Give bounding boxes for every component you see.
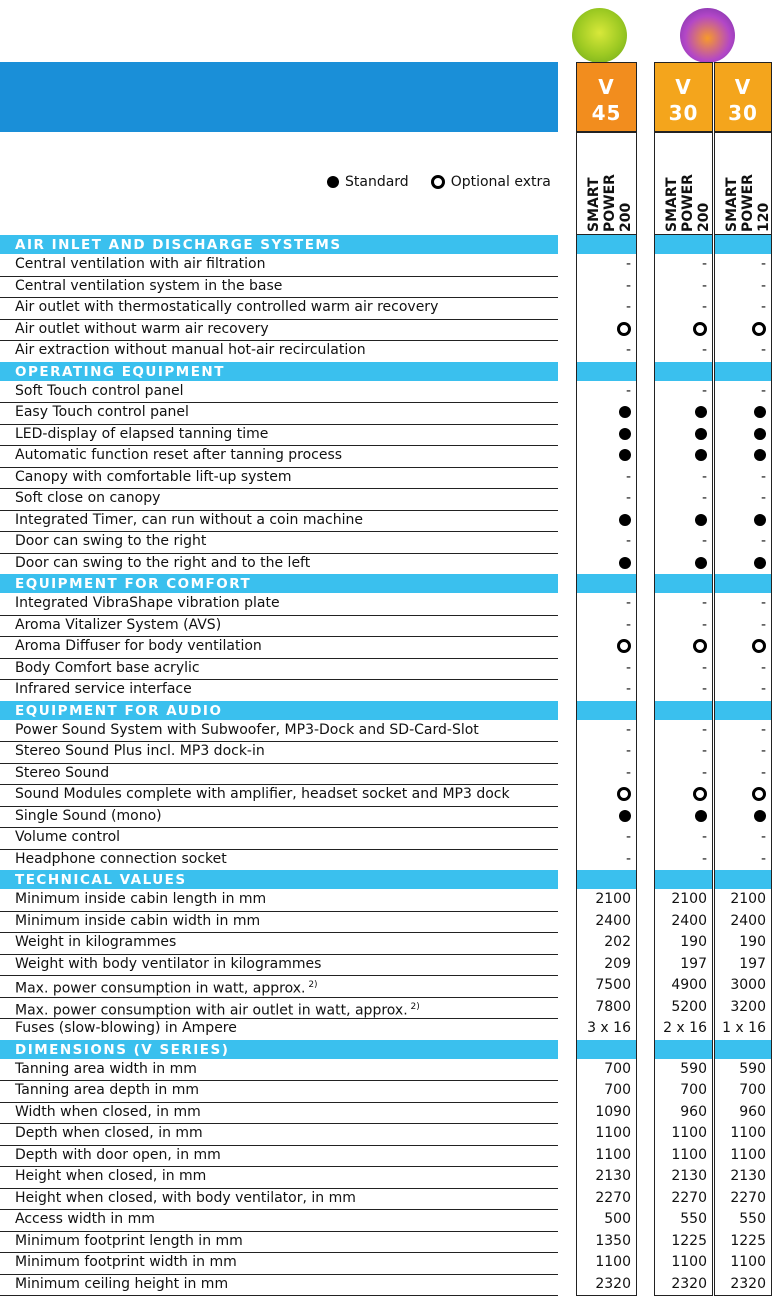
table-cell: 2320 bbox=[595, 1275, 631, 1292]
table-cell: - bbox=[760, 490, 766, 506]
optional-ring-icon bbox=[617, 787, 631, 801]
table-cell: - bbox=[760, 382, 766, 399]
table-cell: - bbox=[625, 595, 631, 611]
section-cell-0-2 bbox=[714, 235, 772, 254]
table-cell: 700 bbox=[604, 1082, 631, 1098]
row-label: Single Sound (mono) bbox=[15, 807, 162, 824]
table-cell: 2400 bbox=[595, 912, 631, 929]
table-cell: - bbox=[760, 533, 766, 549]
table-cell: - bbox=[701, 277, 707, 294]
table-cell bbox=[576, 319, 637, 340]
table-cell: 2320 bbox=[671, 1275, 707, 1292]
table-cell: - bbox=[701, 468, 707, 485]
standard-dot-icon bbox=[695, 428, 707, 440]
row-label: Infrared service interface bbox=[15, 681, 192, 697]
table-cell: 7800 bbox=[595, 998, 631, 1015]
table-cell: 7500 bbox=[595, 977, 631, 993]
model-number-0: 45 bbox=[591, 101, 622, 125]
row-label: Door can swing to the right and to the left bbox=[15, 554, 311, 571]
row-label: Easy Touch control panel bbox=[15, 404, 189, 420]
table-cell: - bbox=[625, 850, 631, 867]
table-cell bbox=[714, 806, 772, 827]
table-cell: - bbox=[760, 850, 766, 867]
table-cell: 2130 bbox=[595, 1168, 631, 1184]
table-cell: - bbox=[701, 743, 707, 759]
row-label: Canopy with comfortable lift-up system bbox=[15, 468, 292, 485]
row-label: Tanning area width in mm bbox=[15, 1060, 197, 1077]
table-cell bbox=[714, 445, 772, 466]
section-title: AIR INLET AND DISCHARGE SYSTEMS bbox=[15, 237, 342, 253]
row-label: Minimum footprint length in mm bbox=[15, 1232, 243, 1249]
section-title: OPERATING EQUIPMENT bbox=[15, 363, 225, 380]
table-cell: - bbox=[701, 764, 707, 781]
table-cell: - bbox=[760, 342, 766, 358]
row-label: Minimum inside cabin width in mm bbox=[15, 912, 261, 929]
table-cell bbox=[576, 402, 637, 423]
table-cell: - bbox=[701, 382, 707, 399]
section-cell-5-1 bbox=[654, 1040, 713, 1059]
model-series-2: V bbox=[734, 75, 752, 99]
table-cell: - bbox=[701, 681, 707, 697]
standard-dot-icon bbox=[619, 810, 631, 822]
table-cell bbox=[654, 806, 713, 827]
row-label: Sound Modules complete with amplifier, headset socket and MP3 dock bbox=[15, 786, 510, 802]
section-cell-1-1 bbox=[654, 362, 713, 381]
table-cell: 1100 bbox=[671, 1146, 707, 1163]
table-cell: 3200 bbox=[730, 998, 766, 1015]
table-cell bbox=[654, 319, 713, 340]
table-cell: - bbox=[701, 850, 707, 867]
row-label: Minimum footprint width in mm bbox=[15, 1254, 237, 1270]
table-cell: 1100 bbox=[595, 1146, 631, 1163]
row-label: Depth with door open, in mm bbox=[15, 1146, 221, 1163]
table-cell: 4900 bbox=[671, 977, 707, 993]
table-cell: 2100 bbox=[595, 891, 631, 907]
optional-ring-icon bbox=[693, 639, 707, 653]
standard-dot-icon bbox=[695, 810, 707, 822]
table-cell: 2400 bbox=[671, 912, 707, 929]
table-cell: 3 x 16 bbox=[587, 1020, 631, 1036]
table-cell: - bbox=[625, 616, 631, 633]
table-cell bbox=[576, 784, 637, 805]
row-label: Depth when closed, in mm bbox=[15, 1125, 203, 1141]
table-cell: - bbox=[760, 277, 766, 294]
table-cell: - bbox=[625, 490, 631, 506]
table-cell: - bbox=[625, 829, 631, 845]
standard-dot-icon bbox=[754, 428, 766, 440]
table-cell: 550 bbox=[680, 1211, 707, 1227]
model-name-0: SMART POWER 200 bbox=[586, 174, 634, 232]
table-cell bbox=[576, 445, 637, 466]
row-label: Air extraction without manual hot-air recirculation bbox=[15, 342, 366, 358]
table-cell: - bbox=[625, 659, 631, 676]
row-label: Stereo Sound Plus incl. MP3 dock-in bbox=[15, 743, 265, 759]
table-cell bbox=[714, 784, 772, 805]
standard-dot-icon bbox=[619, 557, 631, 569]
table-cell bbox=[654, 424, 713, 445]
header-bar bbox=[0, 62, 558, 132]
section-cell-3-2 bbox=[714, 701, 772, 720]
legend-standard-label: Standard bbox=[345, 174, 409, 190]
table-cell: - bbox=[625, 743, 631, 759]
table-cell bbox=[654, 402, 713, 423]
table-cell bbox=[654, 445, 713, 466]
standard-dot-icon bbox=[619, 449, 631, 461]
table-cell: - bbox=[701, 533, 707, 549]
table-cell: 500 bbox=[604, 1211, 631, 1227]
standard-dot-icon bbox=[327, 176, 339, 188]
table-cell: - bbox=[701, 659, 707, 676]
row-label: Height when closed, in mm bbox=[15, 1168, 207, 1184]
row-label: Headphone connection socket bbox=[15, 850, 227, 867]
model-name-2: SMART POWER 120 bbox=[724, 174, 772, 232]
optional-ring-icon bbox=[617, 639, 631, 653]
section-cell-1-0 bbox=[576, 362, 637, 381]
table-cell: - bbox=[701, 299, 707, 315]
standard-dot-icon bbox=[754, 810, 766, 822]
row-label: Height when closed, with body ventilator, in mm bbox=[15, 1189, 356, 1206]
table-cell: 2100 bbox=[730, 891, 766, 907]
table-cell: 960 bbox=[680, 1103, 707, 1120]
table-cell: 590 bbox=[739, 1060, 766, 1077]
table-cell bbox=[714, 319, 772, 340]
table-cell: 2 x 16 bbox=[663, 1020, 707, 1036]
optional-ring-icon bbox=[617, 322, 631, 336]
row-label: Access width in mm bbox=[15, 1211, 155, 1227]
section-cell-4-0 bbox=[576, 870, 637, 889]
standard-dot-icon bbox=[754, 406, 766, 418]
row-label: Integrated Timer, can run without a coin machine bbox=[15, 511, 363, 528]
table-cell: - bbox=[701, 616, 707, 633]
table-cell: 197 bbox=[680, 955, 707, 972]
table-cell: 2130 bbox=[730, 1168, 766, 1184]
table-cell bbox=[654, 784, 713, 805]
table-cell: 2270 bbox=[730, 1189, 766, 1206]
table-cell: 2400 bbox=[730, 912, 766, 929]
section-cell-1-2 bbox=[714, 362, 772, 381]
optional-ring-icon bbox=[693, 322, 707, 336]
model-number-1: 30 bbox=[668, 101, 699, 125]
pineapple-fruit-logo bbox=[572, 8, 627, 63]
table-cell: 1350 bbox=[595, 1232, 631, 1249]
table-cell bbox=[714, 402, 772, 423]
section-cell-0-1 bbox=[654, 235, 713, 254]
table-cell: - bbox=[625, 468, 631, 485]
table-cell: - bbox=[760, 299, 766, 315]
standard-dot-icon bbox=[695, 514, 707, 526]
optional-ring-icon bbox=[752, 322, 766, 336]
table-cell bbox=[714, 553, 772, 574]
standard-dot-icon bbox=[754, 514, 766, 526]
row-label: Power Sound System with Subwoofer, MP3-Dock and SD-Card-Slot bbox=[15, 721, 479, 738]
optional-ring-icon bbox=[693, 787, 707, 801]
table-cell: 700 bbox=[604, 1060, 631, 1077]
table-cell: 1100 bbox=[671, 1125, 707, 1141]
table-cell: 202 bbox=[604, 934, 631, 950]
table-cell bbox=[576, 806, 637, 827]
table-cell: - bbox=[625, 299, 631, 315]
table-cell: - bbox=[625, 681, 631, 697]
model-number-2: 30 bbox=[728, 101, 758, 125]
table-cell: 960 bbox=[739, 1103, 766, 1120]
section-cell-2-2 bbox=[714, 574, 772, 593]
section-cell-4-1 bbox=[654, 870, 713, 889]
table-cell: 700 bbox=[680, 1082, 707, 1098]
table-cell bbox=[654, 510, 713, 531]
table-cell: - bbox=[760, 595, 766, 611]
table-cell: 2270 bbox=[671, 1189, 707, 1206]
model-series-1: V bbox=[675, 75, 692, 99]
row-label: Integrated VibraShape vibration plate bbox=[15, 595, 280, 611]
table-cell: 3000 bbox=[730, 977, 766, 993]
table-cell: - bbox=[625, 533, 631, 549]
table-cell: - bbox=[625, 764, 631, 781]
row-label: Aroma Vitalizer System (AVS) bbox=[15, 616, 222, 633]
table-cell: - bbox=[625, 256, 631, 272]
row-label: Central ventilation system in the base bbox=[15, 277, 283, 294]
table-cell: 700 bbox=[739, 1082, 766, 1098]
table-cell bbox=[576, 636, 637, 657]
table-cell bbox=[714, 636, 772, 657]
row-label: Width when closed, in mm bbox=[15, 1103, 201, 1120]
row-label: Max. power consumption in watt, approx. $^{2)}$ bbox=[15, 980, 318, 997]
table-cell: 190 bbox=[739, 934, 766, 950]
table-cell: 2100 bbox=[671, 891, 707, 907]
standard-dot-icon bbox=[695, 449, 707, 461]
table-cell: - bbox=[625, 342, 631, 358]
table-cell bbox=[654, 553, 713, 574]
model-series-0: V bbox=[598, 75, 615, 99]
standard-dot-icon bbox=[619, 514, 631, 526]
table-cell: - bbox=[760, 256, 766, 272]
legend bbox=[327, 174, 551, 190]
optional-ring-icon bbox=[431, 175, 445, 189]
row-label: Max. power consumption with air outlet in watt, approx. $^{2)}$ bbox=[15, 1001, 420, 1019]
table-cell: - bbox=[701, 490, 707, 506]
row-label: Air outlet with thermostatically controlled warm air recovery bbox=[15, 299, 439, 315]
table-cell: 1100 bbox=[730, 1125, 766, 1141]
table-cell: 1100 bbox=[671, 1254, 707, 1270]
table-cell: - bbox=[760, 764, 766, 781]
standard-dot-icon bbox=[619, 428, 631, 440]
row-label: Minimum ceiling height in mm bbox=[15, 1275, 229, 1292]
table-cell: 1090 bbox=[595, 1103, 631, 1120]
row-label: Minimum inside cabin length in mm bbox=[15, 891, 267, 907]
table-cell: 1100 bbox=[595, 1125, 631, 1141]
optional-ring-icon bbox=[752, 787, 766, 801]
table-cell: - bbox=[701, 342, 707, 358]
standard-dot-icon bbox=[695, 557, 707, 569]
table-cell: 197 bbox=[739, 955, 766, 972]
table-cell bbox=[654, 636, 713, 657]
table-cell bbox=[576, 553, 637, 574]
legend-optional-label: Optional extra bbox=[450, 174, 551, 190]
footnote-marker: 2) bbox=[407, 1001, 420, 1012]
row-label: Tanning area depth in mm bbox=[15, 1082, 200, 1098]
row-label: Central ventilation with air filtration bbox=[15, 256, 266, 272]
standard-dot-icon bbox=[695, 406, 707, 418]
table-cell bbox=[714, 424, 772, 445]
table-cell bbox=[576, 424, 637, 445]
table-cell: - bbox=[760, 616, 766, 633]
table-cell: - bbox=[701, 721, 707, 738]
table-cell: - bbox=[625, 382, 631, 399]
table-cell bbox=[576, 510, 637, 531]
table-cell: 5200 bbox=[671, 998, 707, 1015]
table-cell: 1 x 16 bbox=[722, 1020, 766, 1036]
row-label: LED-display of elapsed tanning time bbox=[15, 425, 269, 442]
table-cell: 1225 bbox=[671, 1232, 707, 1249]
table-cell: 2130 bbox=[671, 1168, 707, 1184]
section-cell-4-2 bbox=[714, 870, 772, 889]
section-title: DIMENSIONS (V SERIES) bbox=[15, 1041, 230, 1058]
section-title: EQUIPMENT FOR COMFORT bbox=[15, 576, 252, 592]
row-divider bbox=[0, 1295, 558, 1296]
row-label: Soft close on canopy bbox=[15, 490, 161, 506]
row-label: Stereo Sound bbox=[15, 764, 110, 781]
standard-dot-icon bbox=[619, 406, 631, 418]
row-label: Volume control bbox=[15, 829, 121, 845]
section-title: TECHNICAL VALUES bbox=[15, 872, 187, 888]
row-label: Aroma Diffuser for body ventilation bbox=[15, 638, 262, 654]
footnote-marker: 2) bbox=[305, 980, 318, 990]
table-cell: 550 bbox=[739, 1211, 766, 1227]
table-cell: 190 bbox=[680, 934, 707, 950]
section-cell-2-0 bbox=[576, 574, 637, 593]
row-label: Air outlet without warm air recovery bbox=[15, 320, 269, 337]
section-cell-3-0 bbox=[576, 701, 637, 720]
table-cell: - bbox=[701, 829, 707, 845]
section-cell-5-2 bbox=[714, 1040, 772, 1059]
table-cell: - bbox=[760, 743, 766, 759]
table-cell: - bbox=[760, 681, 766, 697]
table-cell bbox=[714, 510, 772, 531]
section-title: EQUIPMENT FOR AUDIO bbox=[15, 702, 223, 719]
row-label: Soft Touch control panel bbox=[15, 382, 184, 399]
table-cell: 2320 bbox=[730, 1275, 766, 1292]
section-cell-0-0 bbox=[576, 235, 637, 254]
row-label: Body Comfort base acrylic bbox=[15, 659, 200, 676]
table-cell: - bbox=[760, 721, 766, 738]
section-cell-2-1 bbox=[654, 574, 713, 593]
optional-ring-icon bbox=[752, 639, 766, 653]
table-cell: - bbox=[701, 595, 707, 611]
table-cell: 209 bbox=[604, 955, 631, 972]
table-cell: 1225 bbox=[730, 1232, 766, 1249]
table-cell: - bbox=[701, 256, 707, 272]
row-label: Automatic function reset after tanning process bbox=[15, 447, 343, 463]
table-cell: 590 bbox=[680, 1060, 707, 1077]
row-label: Door can swing to the right bbox=[15, 533, 207, 549]
table-cell: - bbox=[760, 659, 766, 676]
table-cell: 1100 bbox=[595, 1254, 631, 1270]
table-cell: 1100 bbox=[730, 1146, 766, 1163]
table-cell: - bbox=[760, 468, 766, 485]
row-label: Weight with body ventilator in kilogrammes bbox=[15, 955, 322, 972]
row-label: Weight in kilogrammes bbox=[15, 934, 177, 950]
table-cell: 1100 bbox=[730, 1254, 766, 1270]
row-label: Fuses (slow-blowing) in Ampere bbox=[15, 1020, 237, 1036]
standard-dot-icon bbox=[754, 557, 766, 569]
model-name-1: SMART POWER 200 bbox=[664, 174, 712, 232]
table-cell: - bbox=[625, 277, 631, 294]
standard-dot-icon bbox=[754, 449, 766, 461]
tangerine-team-logo bbox=[680, 8, 735, 63]
table-cell: - bbox=[760, 829, 766, 845]
table-cell: 2270 bbox=[595, 1189, 631, 1206]
table-cell: - bbox=[625, 721, 631, 738]
section-cell-3-1 bbox=[654, 701, 713, 720]
section-cell-5-0 bbox=[576, 1040, 637, 1059]
